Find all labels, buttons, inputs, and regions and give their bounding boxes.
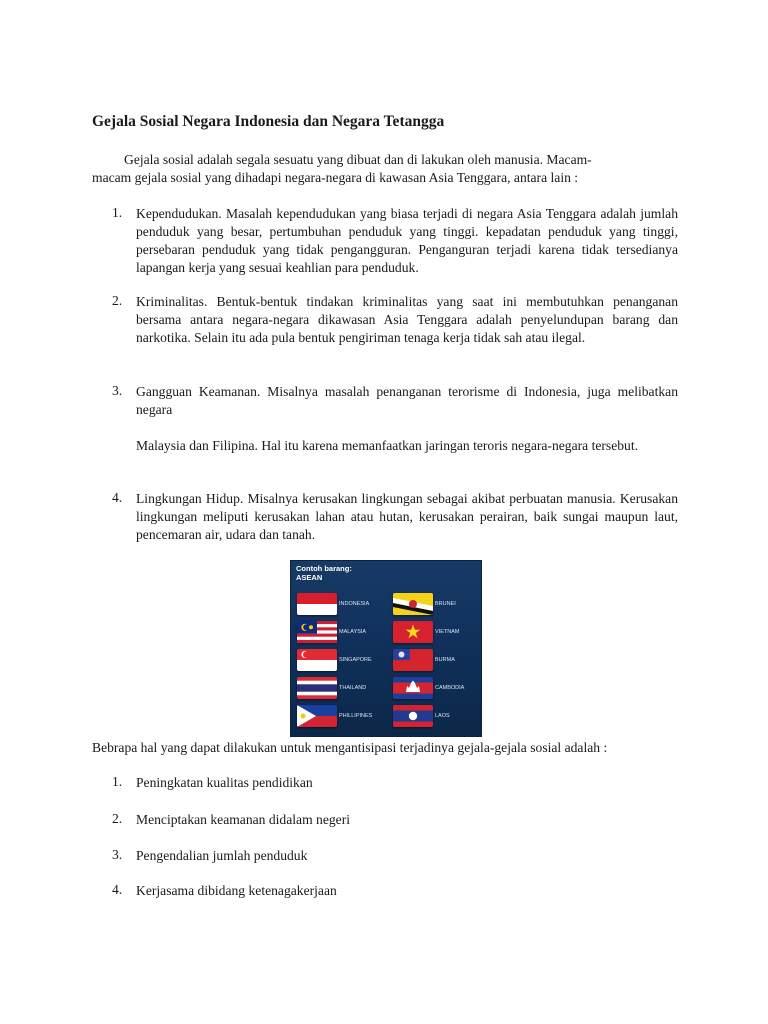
list-number: 3. [112, 847, 123, 862]
burma-flag-icon [393, 649, 433, 671]
laos-flag-icon [393, 705, 433, 727]
brunei-flag-icon [393, 593, 433, 615]
philippines-flag-icon [297, 705, 337, 727]
asean-flags-image [290, 560, 482, 737]
flag-label: LAOS [435, 713, 450, 719]
flag-label: BURMA [435, 657, 455, 663]
document-title: Gejala Sosial Negara Indonesia dan Negara Tetangga [92, 113, 445, 130]
flag-label: SINGAPORE [339, 657, 372, 663]
image-heading-line-1: Contoh barang: [296, 564, 352, 573]
list-number: 1. [112, 205, 123, 220]
list-text: Lingkungan Hidup. Misalnya kerusakan lingkungan sebagai akibat perbuatan manusia. Kerusakan lingkungan meliputi kerusakan lahan atau hutan, kerusakan perairan, baik sungai maupun laut, pencemaran air, udara dan tanah. [136, 491, 678, 542]
list-number: 2. [112, 811, 123, 826]
list-text: Kerjasama dibidang ketenagakerjaan [136, 883, 337, 898]
flag-label: THAILAND [339, 685, 367, 691]
list-text: Pengendalian jumlah penduduk [136, 848, 308, 863]
malaysia-flag-icon [297, 621, 337, 643]
intro-line-1: Gejala sosial adalah segala sesuatu yang dibuat dan di lakukan oleh manusia. Macam- [124, 152, 592, 167]
flag-label: BRUNEI [435, 601, 456, 607]
list-text: Menciptakan keamanan didalam negeri [136, 812, 351, 827]
vietnam-flag-icon [393, 621, 433, 643]
flag-label: CAMBODIA [435, 685, 465, 691]
indonesia-flag-icon [297, 593, 337, 615]
list-number: 1. [112, 774, 123, 789]
cambodia-flag-icon [393, 677, 433, 699]
list-text: Gangguan Keamanan. Misalnya masalah penanganan terorisme di Indonesia, juga melibatkan negara [136, 384, 678, 417]
intro-line-2: macam gejala sosial yang dihadapi negara-negara di kawasan Asia Tenggara, antara lain : [92, 170, 579, 185]
intro-paragraph [92, 151, 652, 187]
flag-label: MALAYSIA [339, 629, 367, 635]
singapore-flag-icon [297, 649, 337, 671]
image-heading [296, 564, 352, 582]
flag-label: PHILLIPINES [339, 713, 373, 719]
list-number: 2. [112, 293, 123, 308]
thailand-flag-icon [297, 677, 337, 699]
list-number: 4. [112, 490, 123, 505]
flag-label: VIETNAM [435, 629, 460, 635]
list-item-continuation: Malaysia dan Filipina. Hal itu karena memanfaatkan jaringan teroris negara-negara tersebut. [136, 438, 639, 453]
list-number: 3. [112, 383, 123, 398]
image-heading-line-2: ASEAN [296, 573, 323, 582]
list-text: Kependudukan. Masalah kependudukan yang biasa terjadi di negara Asia Tenggara adalah jumlah penduduk yang besar, pertumbuhan penduduk yang tinggi. kepadatan penduduk yang tinggi, persebaran penduduk yang tidak pengangguran. Penganguran terjadi karena tidak tersedianya lapangan kerja yang sesuai keahlian para penduduk. [136, 206, 678, 275]
solutions-intro: Bebrapa hal yang dapat dilakukan untuk mengantisipasi terjadinya gejala-gejala sosial adalah : [92, 740, 608, 755]
list-number: 4. [112, 882, 123, 897]
list-text: Peningkatan kualitas pendidikan [136, 775, 313, 790]
list-text: Kriminalitas. Bentuk-bentuk tindakan kriminalitas yang saat ini membutuhkan penanganan bersama antara negara-negara dikawasan Asia Tenggara adalah penyelundupan barang dan narkotika. Selain itu ada pula bentuk pengiriman tenaga kerja tidak sah atau ilegal. [136, 294, 678, 345]
flag-label: INDONESIA [339, 601, 370, 607]
